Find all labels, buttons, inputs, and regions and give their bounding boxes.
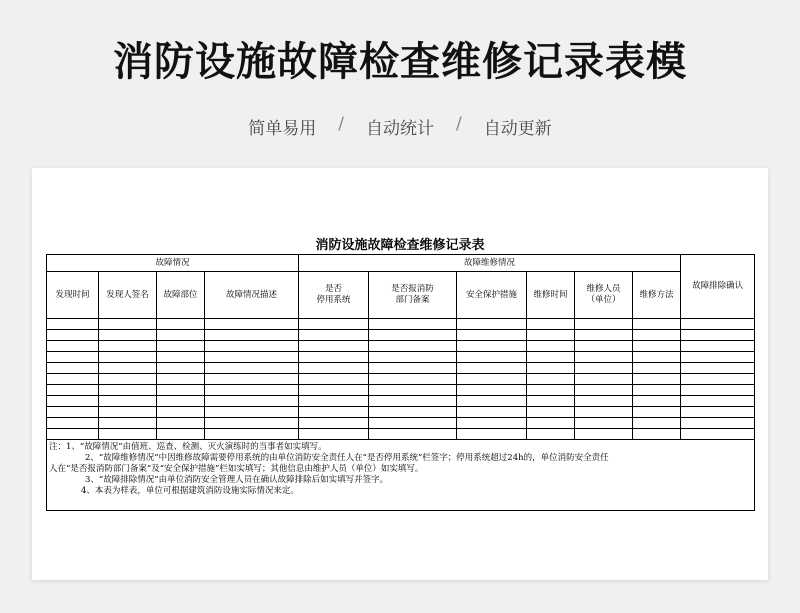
table-cell[interactable] xyxy=(205,319,299,330)
table-cell[interactable] xyxy=(99,352,157,363)
table-cell[interactable] xyxy=(575,363,633,374)
table-cell[interactable] xyxy=(205,330,299,341)
table-cell[interactable] xyxy=(575,319,633,330)
table-cell[interactable] xyxy=(575,341,633,352)
column-header: 故障部位 xyxy=(157,272,205,319)
table-row xyxy=(47,407,755,418)
table-cell[interactable] xyxy=(99,385,157,396)
table-cell[interactable] xyxy=(99,396,157,407)
table-cell[interactable] xyxy=(575,374,633,385)
table-cell[interactable] xyxy=(633,418,681,429)
table-cell[interactable] xyxy=(299,363,369,374)
table-cell[interactable] xyxy=(527,341,575,352)
table-cell[interactable] xyxy=(157,352,205,363)
table-cell[interactable] xyxy=(457,385,527,396)
banner-title: 消防设施故障检查维修记录表模 xyxy=(113,39,687,85)
table-row xyxy=(47,341,755,352)
record-table xyxy=(46,254,755,511)
table-cell[interactable] xyxy=(205,341,299,352)
subtitle-separator: / xyxy=(456,114,462,134)
table-cell[interactable] xyxy=(457,363,527,374)
table-row xyxy=(47,363,755,374)
table-cell[interactable] xyxy=(47,363,99,374)
table-cell[interactable] xyxy=(205,429,299,440)
table-cell[interactable] xyxy=(457,341,527,352)
table-row xyxy=(47,385,755,396)
column-header: 发现人签名 xyxy=(99,272,157,319)
table-cell[interactable] xyxy=(205,363,299,374)
table-row xyxy=(47,429,755,440)
table-cell[interactable] xyxy=(369,330,457,341)
table-cell[interactable] xyxy=(205,352,299,363)
table-cell[interactable] xyxy=(369,352,457,363)
table-cell[interactable] xyxy=(527,330,575,341)
table-cell[interactable] xyxy=(681,363,755,374)
table-cell[interactable] xyxy=(99,374,157,385)
table-cell[interactable] xyxy=(527,418,575,429)
table-cell[interactable] xyxy=(99,363,157,374)
notes-cell xyxy=(47,440,755,511)
table-cell[interactable] xyxy=(99,418,157,429)
column-header: 发现时间 xyxy=(47,272,99,319)
group-header-confirm: 故障排除确认 xyxy=(681,255,755,319)
table-cell[interactable] xyxy=(99,341,157,352)
table-cell[interactable] xyxy=(99,429,157,440)
table-row xyxy=(47,418,755,429)
table-cell[interactable] xyxy=(157,330,205,341)
table-cell[interactable] xyxy=(527,352,575,363)
table-cell[interactable] xyxy=(369,407,457,418)
table-cell[interactable] xyxy=(681,341,755,352)
table-cell[interactable] xyxy=(633,429,681,440)
table-cell[interactable] xyxy=(633,352,681,363)
table-cell[interactable] xyxy=(369,319,457,330)
table-cell[interactable] xyxy=(457,407,527,418)
table-cell[interactable] xyxy=(299,418,369,429)
table-cell[interactable] xyxy=(633,330,681,341)
table-cell[interactable] xyxy=(99,319,157,330)
column-header: 维修人员 （单位） xyxy=(575,272,633,319)
table-row xyxy=(47,374,755,385)
table-cell[interactable] xyxy=(205,374,299,385)
table-cell[interactable] xyxy=(47,429,99,440)
subtitle-item-auto-update: 自动更新 xyxy=(483,119,552,139)
group-header-fault: 故障情况 xyxy=(47,255,299,272)
table-cell[interactable] xyxy=(205,385,299,396)
table-cell[interactable] xyxy=(157,341,205,352)
column-header: 维修方法 xyxy=(633,272,681,319)
table-cell[interactable] xyxy=(299,396,369,407)
table-cell[interactable] xyxy=(47,319,99,330)
table-cell[interactable] xyxy=(527,363,575,374)
subtitle xyxy=(0,114,800,139)
table-cell[interactable] xyxy=(47,374,99,385)
table-cell[interactable] xyxy=(47,330,99,341)
table-cell[interactable] xyxy=(633,374,681,385)
table-cell[interactable] xyxy=(575,396,633,407)
table-cell[interactable] xyxy=(457,418,527,429)
table-cell[interactable] xyxy=(157,429,205,440)
table-cell[interactable] xyxy=(299,352,369,363)
table-cell[interactable] xyxy=(457,429,527,440)
table-cell[interactable] xyxy=(681,418,755,429)
table-cell[interactable] xyxy=(369,374,457,385)
note-line-1: 注：1、“故障情况”由值班、巡查、检测、灭火演练时的当事者如实填写。 xyxy=(49,442,327,452)
table-cell[interactable] xyxy=(575,418,633,429)
table-cell[interactable] xyxy=(681,319,755,330)
table-cell[interactable] xyxy=(633,407,681,418)
table-cell[interactable] xyxy=(157,407,205,418)
table-cell[interactable] xyxy=(681,429,755,440)
column-header: 维修时间 xyxy=(527,272,575,319)
table-cell[interactable] xyxy=(681,352,755,363)
table-cell[interactable] xyxy=(575,407,633,418)
sheet-title: 消防设施故障检查维修记录表 xyxy=(315,238,485,253)
subtitle-item-easy: 简单易用 xyxy=(248,119,317,139)
column-header: 是否报消防 部门备案 xyxy=(369,272,457,319)
table-cell[interactable] xyxy=(457,374,527,385)
table-cell[interactable] xyxy=(369,429,457,440)
table-cell[interactable] xyxy=(299,374,369,385)
table-cell[interactable] xyxy=(369,396,457,407)
table-cell[interactable] xyxy=(157,418,205,429)
table-cell[interactable] xyxy=(633,319,681,330)
table-row xyxy=(47,330,755,341)
table-cell[interactable] xyxy=(681,330,755,341)
table-cell[interactable] xyxy=(633,363,681,374)
table-cell[interactable] xyxy=(205,407,299,418)
table-cell[interactable] xyxy=(457,396,527,407)
table-cell[interactable] xyxy=(681,396,755,407)
table-cell[interactable] xyxy=(157,374,205,385)
table-cell[interactable] xyxy=(633,341,681,352)
subtitle-item-auto-stats: 自动统计 xyxy=(366,119,434,139)
table-cell[interactable] xyxy=(527,429,575,440)
table-row xyxy=(47,396,755,407)
column-header: 安全保护措施 xyxy=(457,272,527,319)
column-header: 故障情况描述 xyxy=(205,272,299,319)
table-cell[interactable] xyxy=(47,352,99,363)
table-cell[interactable] xyxy=(681,374,755,385)
table-cell[interactable] xyxy=(681,385,755,396)
table-cell[interactable] xyxy=(299,330,369,341)
table-cell[interactable] xyxy=(47,396,99,407)
table-cell[interactable] xyxy=(527,374,575,385)
table-cell[interactable] xyxy=(47,341,99,352)
note-line-3: 3、“故障排除情况”由单位消防安全管理人员在确认故障排除后如实填写并签字。 xyxy=(85,475,389,485)
table-cell[interactable] xyxy=(157,363,205,374)
subtitle-separator: / xyxy=(338,114,344,134)
note-line-4: 4、本表为样表，单位可根据建筑消防设施实际情况来定。 xyxy=(81,486,299,496)
table-cell[interactable] xyxy=(457,352,527,363)
column-header: 是否 停用系统 xyxy=(299,272,369,319)
table-row xyxy=(47,352,755,363)
table-cell[interactable] xyxy=(157,319,205,330)
table-cell[interactable] xyxy=(527,396,575,407)
table-cell[interactable] xyxy=(575,330,633,341)
table-cell[interactable] xyxy=(205,418,299,429)
table-cell[interactable] xyxy=(99,407,157,418)
table-cell[interactable] xyxy=(575,385,633,396)
table-cell[interactable] xyxy=(369,385,457,396)
table-cell[interactable] xyxy=(99,330,157,341)
table-cell[interactable] xyxy=(47,385,99,396)
table-row xyxy=(47,319,755,330)
table-cell[interactable] xyxy=(205,396,299,407)
table-cell[interactable] xyxy=(369,418,457,429)
table-cell[interactable] xyxy=(369,363,457,374)
record-sheet xyxy=(32,168,768,580)
table-cell[interactable] xyxy=(47,407,99,418)
table-cell[interactable] xyxy=(575,352,633,363)
table-cell[interactable] xyxy=(299,385,369,396)
table-cell[interactable] xyxy=(575,429,633,440)
group-header-repair: 故障维修情况 xyxy=(299,255,681,272)
table-cell[interactable] xyxy=(457,319,527,330)
table-cell[interactable] xyxy=(299,341,369,352)
note-line-2-cont: 人在“是否报消防部门备案”及“安全保护措施”栏如实填写；其他信息由维护人员（单位）如实填写。 xyxy=(49,464,424,474)
table-cell[interactable] xyxy=(47,418,99,429)
table-cell[interactable] xyxy=(369,341,457,352)
table-cell[interactable] xyxy=(457,330,527,341)
table-cell[interactable] xyxy=(527,407,575,418)
table-cell[interactable] xyxy=(157,396,205,407)
table-cell[interactable] xyxy=(527,385,575,396)
table-cell[interactable] xyxy=(157,385,205,396)
table-cell[interactable] xyxy=(527,319,575,330)
table-cell[interactable] xyxy=(299,319,369,330)
table-cell[interactable] xyxy=(299,429,369,440)
note-line-2: 2、“故障维修情况”中因维修故障需要停用系统的由单位消防安全责任人在“是否停用系统”栏签字；停用系统超过24h的，单位消防安全责任 xyxy=(85,453,609,463)
table-cell[interactable] xyxy=(633,396,681,407)
table-cell[interactable] xyxy=(299,407,369,418)
table-cell[interactable] xyxy=(681,407,755,418)
table-cell[interactable] xyxy=(633,385,681,396)
